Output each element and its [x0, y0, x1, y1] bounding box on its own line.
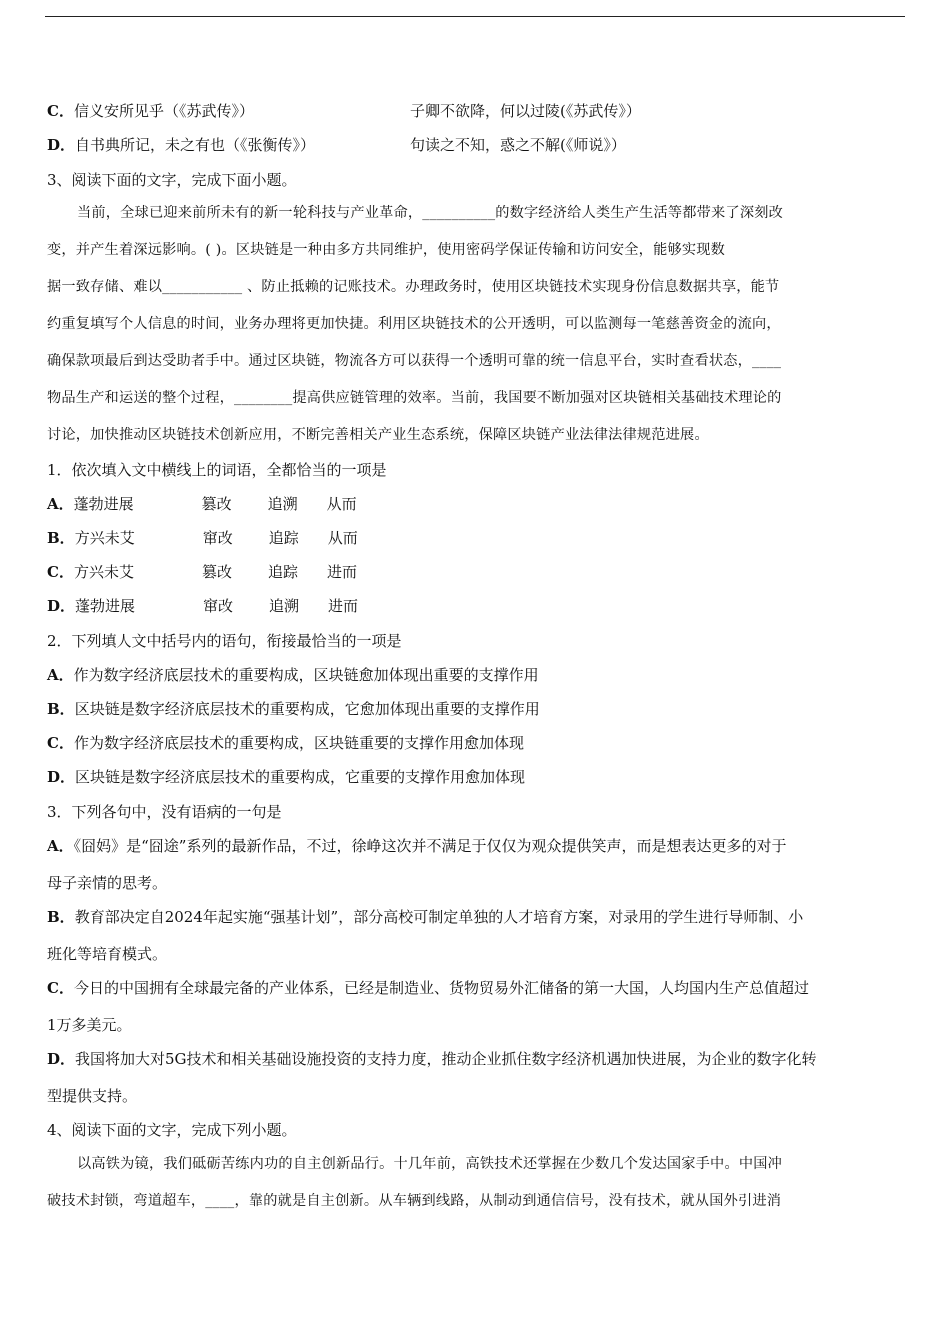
q3-option-c-cont: 1万多美元。 — [47, 1016, 132, 1034]
option-word: 篡改 — [201, 495, 232, 513]
question-3-stem: 3．下列各句中，没有语病的一句是 — [47, 803, 282, 821]
passage-line: 确保款项最后到达受助者手中。通过区块链，物流各方可以获得一个透明可靠的统一信息平台，实时查看状态，____ — [47, 353, 782, 369]
option-word: 进而 — [328, 597, 359, 615]
option-word: 窜改 — [203, 597, 234, 615]
question-1-stem: 1．依次填入文中横线上的词语，全都恰当的一项是 — [47, 461, 387, 479]
passage-line: 据一致存储、难以___________ 、防止抵赖的记账技术。办理政务时，使用区块链技术实现身份信息数据共享，能节 — [47, 279, 780, 295]
option-text: 《囧妈》是“囧途”系列的最新作品，不过，徐峥这次并不满足于仅仅为观众提供笑声，而是想表达更多的对于 — [73, 837, 787, 855]
option-label: A． — [47, 666, 74, 684]
q1-option-d — [47, 596, 358, 616]
q3-option-b — [47, 907, 803, 927]
option-word: 追踪 — [267, 563, 298, 581]
option-text: 区块链是数字经济底层技术的重要构成，它愈加体现出重要的支撑作用 — [74, 700, 540, 718]
prev-option-d — [47, 135, 907, 155]
option-word: 从而 — [327, 529, 358, 547]
option-word: 从而 — [326, 495, 357, 513]
section-3-title: 3、阅读下面的文字，完成下面小题。 — [47, 171, 297, 189]
option-label: C． — [47, 979, 74, 997]
passage-line: 以高铁为镜，我们砥砺苦练内功的自主创新品行。十几年前，高铁技术还掌握在少数几个发达国家手中。中国冲 — [77, 1156, 782, 1172]
prev-option-c — [47, 101, 907, 121]
option-word: 追溯 — [269, 597, 300, 615]
option-word: 方兴未艾 — [74, 529, 135, 547]
option-label: C． — [47, 734, 74, 752]
q3-option-d — [47, 1049, 817, 1069]
option-text-right: 子卿不欲降，何以过陵(《苏武传》） — [410, 102, 641, 120]
q3-option-d-cont: 型提供支持。 — [47, 1087, 138, 1105]
q1-option-b — [47, 528, 358, 548]
q1-option-a — [47, 494, 357, 514]
option-word: 进而 — [326, 563, 357, 581]
option-text: 教育部决定自2024年起实施“强基计划”，部分高校可制定单独的人才培育方案，对录用的学生进行导师制、小 — [74, 908, 804, 926]
q3-option-a — [47, 836, 786, 856]
option-word: 追溯 — [267, 495, 298, 513]
option-label: A． — [47, 837, 74, 855]
passage-line: 当前，全球已迎来前所未有的新一轮科技与产业革命，__________的数字经济给人类生产生活等都带来了深刻改 — [77, 205, 783, 221]
option-text: 作为数字经济底层技术的重要构成，区块链愈加体现出重要的支撑作用 — [73, 666, 539, 684]
option-word: 方兴未艾 — [73, 563, 134, 581]
option-word: 追踪 — [268, 529, 299, 547]
header-rule — [45, 16, 905, 17]
option-label: D． — [47, 136, 76, 154]
option-text-left: 信义安所见乎（《苏武传》） — [73, 102, 254, 120]
q1-option-c — [47, 562, 357, 582]
passage-line: 物品生产和运送的整个过程，________提高供应链管理的效率。当前，我国要不断加强对区块链相关基础技术理论的 — [47, 390, 782, 406]
q2-option-d — [47, 767, 525, 787]
q2-option-a — [47, 665, 539, 685]
option-word: 窜改 — [202, 529, 233, 547]
q2-option-c — [47, 733, 524, 753]
option-text-right: 句读之不知，惑之不解(《师说》） — [410, 136, 626, 154]
option-label: B． — [47, 908, 75, 926]
section-4-title: 4、阅读下面的文字，完成下列小题。 — [47, 1121, 297, 1139]
option-text: 今日的中国拥有全球最完备的产业体系，已经是制造业、货物贸易外汇储备的第一大国，人均国内生产总值超过 — [73, 979, 809, 997]
q2-option-b — [47, 699, 540, 719]
option-label: D． — [47, 597, 76, 615]
option-word: 篡改 — [201, 563, 232, 581]
option-label: D． — [47, 768, 76, 786]
passage-line: 讨论，加快推动区块链技术创新应用，不断完善相关产业生态系统，保障区块链产业法律法律规范进展。 — [47, 427, 709, 443]
option-text-left: 自书典所记，未之有也（《张衡传》） — [75, 136, 316, 154]
q3-option-b-cont: 班化等培育模式。 — [47, 945, 168, 963]
option-label: B． — [47, 700, 75, 718]
option-label: C． — [47, 563, 74, 581]
q3-option-c — [47, 978, 809, 998]
passage-line: 变，并产生着深远影响。( )。区块链是一种由多方共同维护，使用密码学保证传输和访问安全，能够实现数 — [47, 242, 726, 258]
option-label: B． — [47, 529, 75, 547]
option-label: D． — [47, 1050, 76, 1068]
passage-line: 破技术封锁，弯道超车，____，靠的就是自主创新。从车辆到线路，从制动到通信信号，没有技术，就从国外引进消 — [47, 1193, 782, 1209]
option-text: 区块链是数字经济底层技术的重要构成，它重要的支撑作用愈加体现 — [75, 768, 526, 786]
question-2-stem: 2．下列填人文中括号内的语句，衔接最恰当的一项是 — [47, 632, 402, 650]
option-label: A． — [47, 495, 74, 513]
q3-option-a-cont: 母子亲情的思考。 — [47, 874, 168, 892]
option-label: C． — [47, 102, 74, 120]
option-text: 作为数字经济底层技术的重要构成，区块链重要的支撑作用愈加体现 — [73, 734, 524, 752]
option-word: 蓬勃进展 — [75, 597, 136, 615]
option-text: 我国将加大对5G技术和相关基础设施投资的支持力度，推动企业抓住数字经济机遇加快进展，为企业的数字化转 — [75, 1050, 817, 1068]
passage-line: 约重复填写个人信息的时间，业务办理将更加快捷。利用区块链技术的公开透明，可以监测每一笔慈善资金的流向， — [47, 316, 781, 332]
option-word: 蓬勃进展 — [73, 495, 134, 513]
